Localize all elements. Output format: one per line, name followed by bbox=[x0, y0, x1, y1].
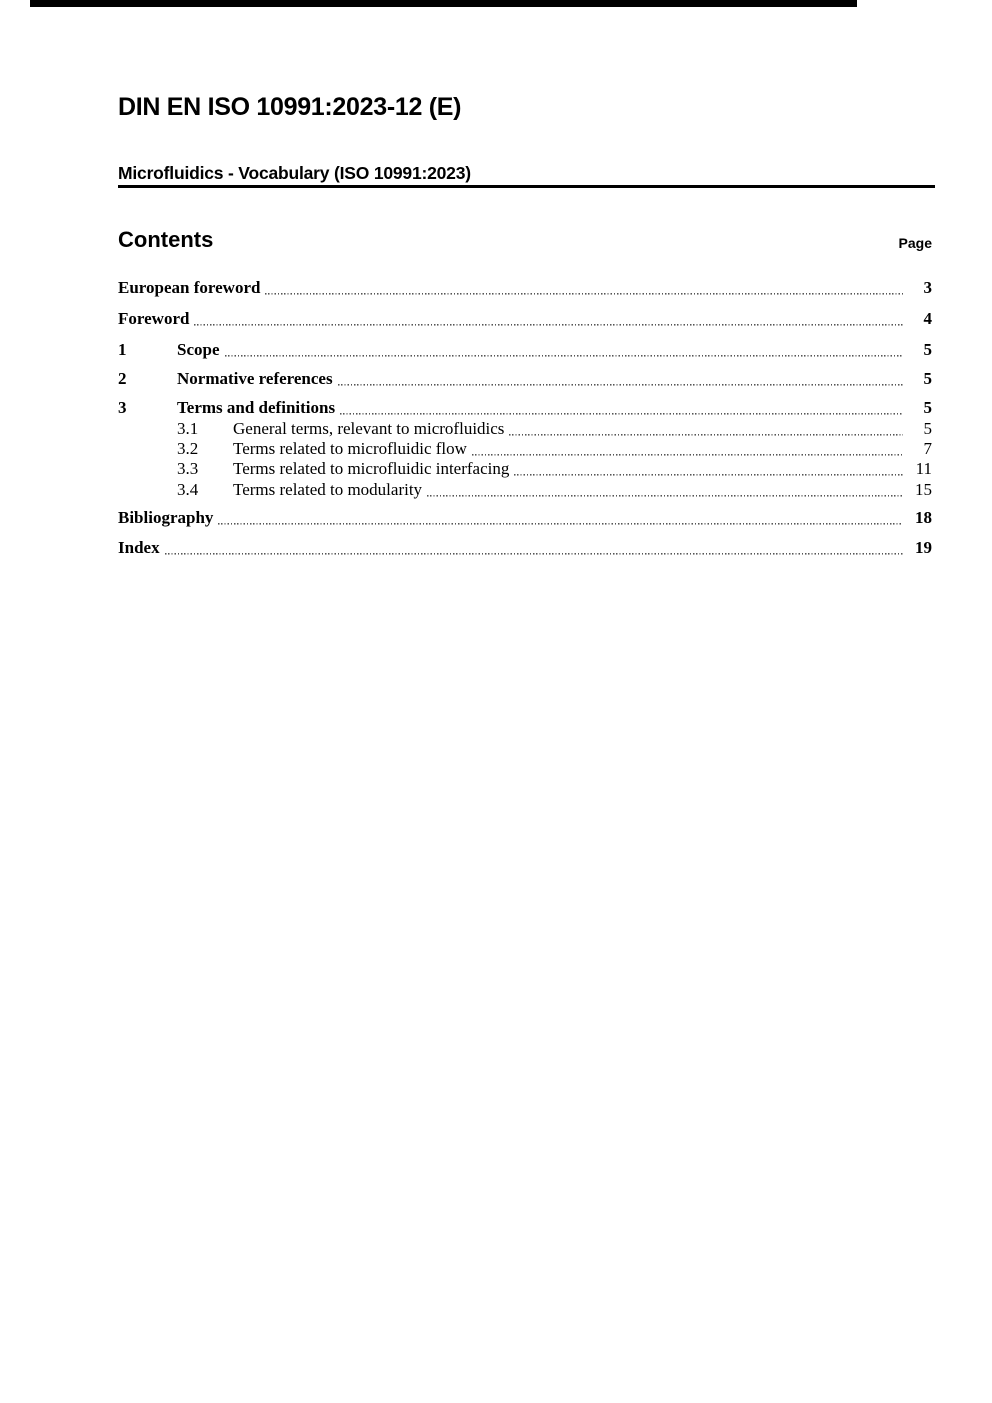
toc-entry-label: Scope bbox=[177, 340, 220, 359]
toc-entry-number: 2 bbox=[118, 369, 127, 388]
toc-entry-label: Foreword bbox=[118, 309, 190, 328]
toc-entry-microfluidic-flow bbox=[118, 440, 932, 459]
dot-leader bbox=[165, 553, 903, 555]
toc-entry-label: Index bbox=[118, 538, 160, 557]
dot-leader bbox=[514, 474, 903, 476]
dot-leader bbox=[427, 495, 903, 497]
dot-leader bbox=[218, 523, 903, 525]
toc-entry-modularity bbox=[118, 481, 932, 500]
toc-entry-page: 19 bbox=[915, 538, 932, 557]
toc-entry-scope bbox=[118, 341, 932, 360]
toc-entry-page: 5 bbox=[923, 398, 932, 417]
document-subtitle: Microfluidics - Vocabulary (ISO 10991:2023) bbox=[118, 163, 471, 183]
dot-leader bbox=[340, 413, 903, 415]
toc-entry-number: 3.1 bbox=[177, 419, 199, 438]
toc-entry-general-terms bbox=[118, 420, 932, 439]
toc-entry-number: 3.3 bbox=[177, 459, 199, 478]
dot-leader bbox=[194, 324, 903, 326]
toc-entry-label: Terms related to microfluidic interfacing bbox=[233, 459, 510, 478]
toc-entry-page: 7 bbox=[923, 439, 932, 458]
table-of-contents bbox=[118, 0, 932, 1403]
toc-entry-label: Terms related to microfluidic flow bbox=[233, 439, 467, 458]
toc-entry-label: European foreword bbox=[118, 278, 261, 297]
dot-leader bbox=[338, 384, 903, 386]
toc-entry-number: 1 bbox=[118, 340, 127, 359]
page-column-label: Page bbox=[898, 235, 932, 251]
toc-entry-european-foreword bbox=[118, 279, 932, 298]
toc-entry-number: 3 bbox=[118, 398, 127, 417]
dot-leader bbox=[265, 293, 903, 295]
toc-entry-microfluidic-interfacing bbox=[118, 460, 932, 479]
toc-entry-page: 11 bbox=[915, 459, 932, 478]
toc-entry-page: 18 bbox=[915, 508, 932, 527]
toc-entry-number: 3.2 bbox=[177, 439, 199, 458]
toc-entry-page: 5 bbox=[923, 369, 932, 388]
contents-heading: Contents bbox=[118, 227, 214, 252]
toc-entry-label: Bibliography bbox=[118, 508, 214, 527]
toc-entry-page: 3 bbox=[923, 278, 932, 297]
toc-entry-page: 4 bbox=[923, 309, 932, 328]
toc-entry-page: 15 bbox=[915, 480, 932, 499]
toc-entry-label: Normative references bbox=[177, 369, 333, 388]
toc-entry-number: 3.4 bbox=[177, 480, 199, 499]
toc-entry-normative-references bbox=[118, 370, 932, 389]
toc-entry-index bbox=[118, 539, 932, 558]
toc-entry-terms-and-definitions bbox=[118, 399, 932, 418]
document-title: DIN EN ISO 10991:2023-12 (E) bbox=[118, 93, 462, 121]
toc-entry-page: 5 bbox=[923, 419, 932, 438]
toc-entry-foreword bbox=[118, 310, 932, 329]
dot-leader bbox=[509, 434, 903, 436]
toc-entry-bibliography bbox=[118, 509, 932, 528]
dot-leader bbox=[225, 355, 904, 357]
toc-entry-page: 5 bbox=[923, 340, 932, 359]
dot-leader bbox=[472, 454, 903, 456]
toc-entry-label: Terms and definitions bbox=[177, 398, 336, 417]
toc-entry-label: Terms related to modularity bbox=[233, 480, 423, 499]
toc-entry-label: General terms, relevant to microfluidics bbox=[233, 419, 505, 438]
